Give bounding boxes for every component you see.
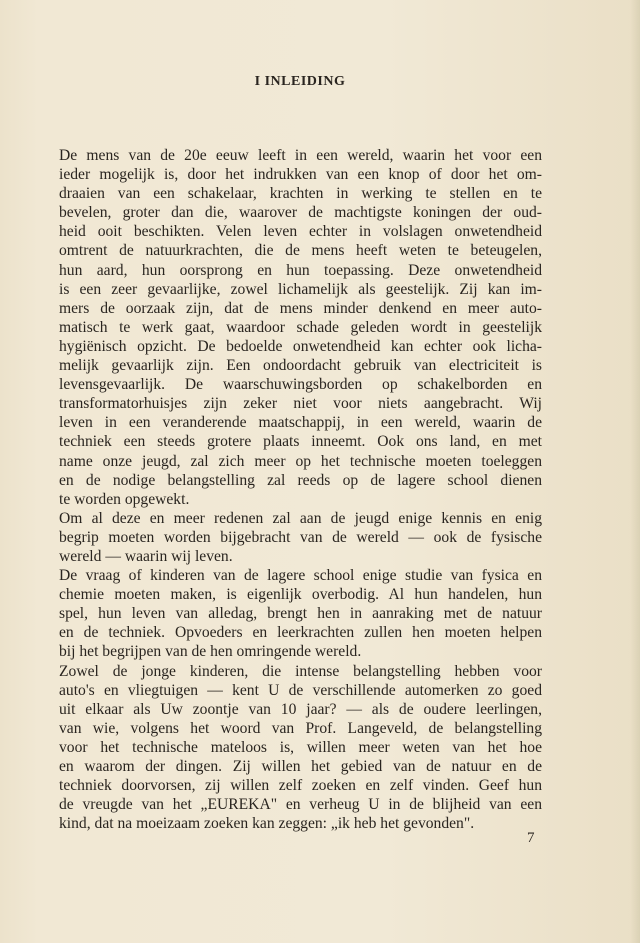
page-edge-shadow xyxy=(630,0,640,943)
text-line: matisch te werk gaat, waardoor schade geleden wordt in geestelijk xyxy=(59,318,542,336)
text-line: name onze jeugd, zal zich meer op het technische moeten toeleggen xyxy=(59,452,542,470)
text-line: draaien van een schakelaar, krachten in werking te stellen en te xyxy=(59,185,542,203)
text-line: spel, hun leven van alledag, brengt hen in aanraking met de natuur xyxy=(59,605,542,623)
text-line: wereld — waarin wij leven. xyxy=(59,547,233,565)
text-line: chemie moeten maken, is eigenlijk overbodig. Al hun handelen, hun xyxy=(59,586,542,604)
text-line: Om al deze en meer redenen zal aan de jeugd enige kennis en enig xyxy=(59,509,542,527)
text-line: te worden opgewekt. xyxy=(59,490,190,508)
text-line: ieder mogelijk is, door het indrukken van een knop of door het om- xyxy=(59,166,542,184)
text-line: uit elkaar als Uw zoontje van 10 jaar? — als de oudere leerlingen, xyxy=(59,700,542,718)
text-line: melijk gevaarlijk zijn. Een ondoordacht gebruik van electriciteit is xyxy=(59,357,542,375)
text-line: auto's en vliegtuigen — kent U de verschillende automerken zo goed xyxy=(59,681,542,699)
text-line: mers de oorzaak zijn, dat de mens minder denkend en meer auto- xyxy=(59,299,542,317)
text-line: bij het begrijpen van de hen omringende wereld. xyxy=(59,643,362,661)
text-line: bevelen, groter dan die, waarover de machtigste koningen der oud- xyxy=(59,204,542,222)
text-line: de vreugde van het „EUREKA" en verheug U in de blijheid van een xyxy=(59,796,542,814)
text-line: begrip moeten worden bijgebracht van de wereld — ook de fysische xyxy=(59,528,542,546)
text-line: is een zeer gevaarlijke, zowel lichamelijk als geestelijk. Zij kan im- xyxy=(59,280,542,298)
text-line: Zowel de jonge kinderen, die intense belangstelling hebben voor xyxy=(59,662,542,680)
text-line: techniek doorvorsen, zij willen zelf zoeken en zelf vinden. Geef hun xyxy=(59,777,542,795)
text-line: leven in een veranderende maatschappij, in een wereld, waarin de xyxy=(59,414,542,432)
text-line: hygiënisch opzicht. De bedoelde onwetendheid kan echter ook licha- xyxy=(59,337,542,355)
text-line: De vraag of kinderen van de lagere school enige studie van fysica en xyxy=(59,567,542,585)
text-line: en waarom der dingen. Zij willen het gebied van de natuur en de xyxy=(59,758,542,775)
text-line: heid ooit beschikten. Velen leven echter in volslagen onwetendheid xyxy=(59,223,542,241)
text-line: voor het technische mateloos is, willen meer weten van het hoe xyxy=(59,738,542,756)
text-line: en de nodige belangstelling zal reeds op de lagere school dienen xyxy=(59,471,542,489)
text-line: De mens van de 20e eeuw leeft in een wereld, waarin het voor een xyxy=(59,147,542,164)
text-line: transformatorhuisjes zijn zeker niet voor niets aangebracht. Wij xyxy=(59,395,542,413)
text-line: en de techniek. Opvoeders en leerkrachten zullen hen moeten helpen xyxy=(59,624,542,642)
page-number: 7 xyxy=(527,830,535,846)
text-line: van wie, volgens het woord van Prof. Langeveld, de belangstelling xyxy=(59,719,542,737)
text-line: levensgevaarlijk. De waarschuwingsborden op schakelborden en xyxy=(59,376,542,394)
text-line: hun aard, hun oorsprong en hun toepassing. Deze onwetendheid xyxy=(59,261,542,279)
body-text xyxy=(59,146,542,833)
text-line: kind, dat na moeizaam zoeken kan zeggen: „ik heb het gevonden". xyxy=(59,815,475,833)
chapter-heading: I INLEIDING xyxy=(254,74,346,89)
text-line: omtrent de natuurkrachten, die de mens heeft weten te beteugelen, xyxy=(59,242,542,260)
text-line: techniek een steeds grotere plaats inneemt. Ook ons land, en met xyxy=(59,433,542,451)
